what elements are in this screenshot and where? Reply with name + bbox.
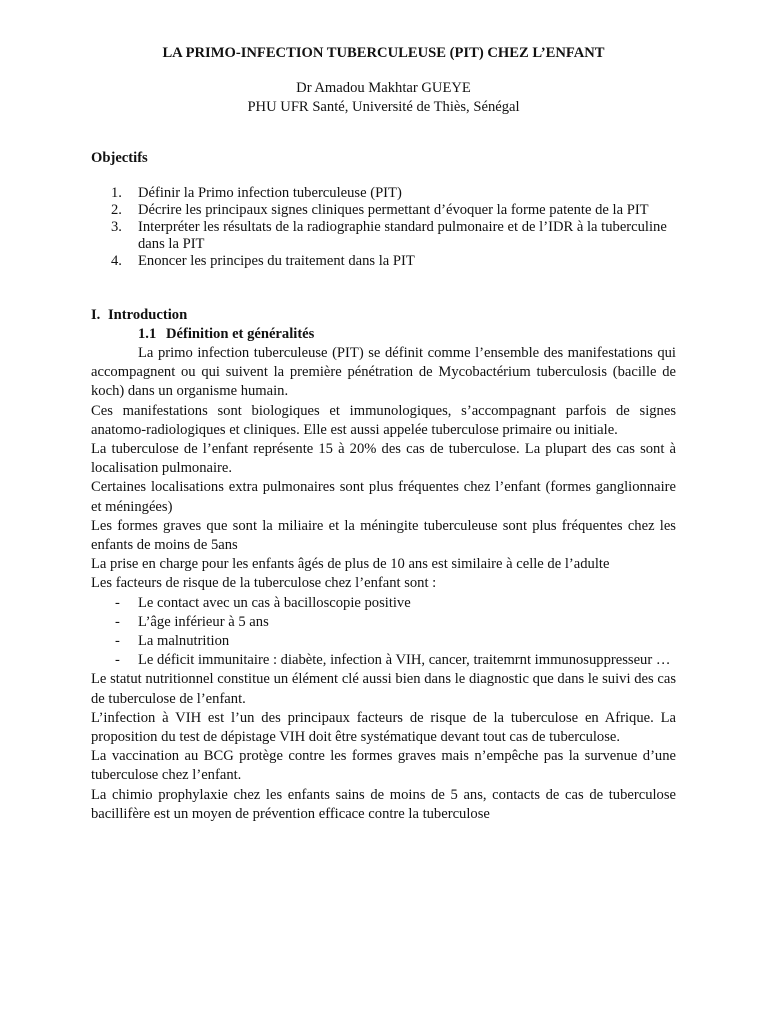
- paragraph: Le statut nutritionnel constitue un élément clé aussi bien dans le diagnostic que dans le suivi des cas de tuberculose de l’enfant.: [91, 671, 676, 707]
- document-title: LA PRIMO-INFECTION TUBERCULEUSE (PIT) CHEZ L’ENFANT: [162, 45, 605, 61]
- list-text: La malnutrition: [138, 633, 230, 650]
- list-dash: -: [115, 613, 120, 630]
- list-number: 3.: [111, 219, 122, 235]
- list-dash: -: [115, 633, 120, 650]
- objectives-heading: Objectifs: [91, 150, 148, 166]
- list-text: Le déficit immunitaire : diabète, infection à VIH, cancer, traitemrnt immunosuppresseur …: [138, 652, 671, 669]
- paragraph: Ces manifestations sont biologiques et immunologiques, s’accompagnant parfois de signes anatomo-radiologiques et cliniques. Elle est aussi appelée tuberculose primaire ou initiale.: [91, 402, 676, 438]
- list-number: 1.: [111, 185, 122, 201]
- list-item: [91, 185, 676, 202]
- paragraph: La chimio prophylaxie chez les enfants sains de moins de 5 ans, contacts de cas de tuberculose bacillifère est un moyen de prévention efficace contre la tuberculose: [91, 786, 676, 822]
- section-number: I.: [91, 307, 101, 323]
- subsection-heading-definition: [138, 325, 676, 344]
- author-name: Dr Amadou Makhtar GUEYE: [296, 80, 471, 96]
- objectives-list: [91, 185, 676, 270]
- section-title: Introduction: [108, 307, 188, 323]
- author-affiliation: PHU UFR Santé, Université de Thiès, Sénégal: [247, 99, 520, 115]
- list-text: Le contact avec un cas à bacilloscopie positive: [138, 594, 411, 611]
- list-item: [91, 253, 676, 270]
- subsection-number: 1.1: [138, 326, 157, 342]
- list-number: 4.: [111, 253, 122, 269]
- list-text: Décrire les principaux signes cliniques permettant d’évoquer la forme patente de la PIT: [138, 202, 649, 218]
- author-block: [91, 79, 676, 117]
- list-text: Interpréter les résultats de la radiographie standard pulmonaire et de l’IDR à la tuberculine dans la PIT: [138, 219, 667, 252]
- list-text: Définir la Primo infection tuberculeuse (PIT): [138, 185, 402, 201]
- list-number: 2.: [111, 202, 122, 218]
- list-item: [91, 202, 676, 219]
- paragraph: La primo infection tuberculeuse (PIT) se définit comme l’ensemble des manifestations qui accompagnent ou qui suivent la première pénétration de Mycobactérium tuberculosis (bacille de koch) dans un organisme humain.: [91, 345, 676, 400]
- list-dash: -: [115, 652, 120, 669]
- list-item: [91, 613, 676, 632]
- paragraph: La prise en charge pour les enfants âgés de plus de 10 ans est similaire à celle de l’adulte: [91, 556, 610, 573]
- paragraph: Les formes graves que sont la miliaire et la méningite tuberculeuse sont plus fréquentes chez les enfants de moins de 5ans: [91, 517, 676, 554]
- paragraph: La vaccination au BCG protège contre les formes graves mais n’empêche pas la survenue d’une tuberculose chez l’enfant.: [91, 748, 676, 784]
- list-text: Enoncer les principes du traitement dans la PIT: [138, 253, 415, 269]
- paragraph: Certaines localisations extra pulmonaires sont plus fréquentes chez l’enfant (formes ganglionnaire et méningées): [91, 479, 676, 515]
- paragraph: Les facteurs de risque de la tuberculose chez l’enfant sont :: [91, 575, 437, 592]
- section-heading-introduction: [91, 306, 676, 325]
- list-item: [91, 651, 676, 670]
- paragraph: L’infection à VIH est l’un des principaux facteurs de risque de la tuberculose en Afrique. La proposition du test de dépistage VIH doit être systématique devant tout cas de tuberculose.: [91, 709, 676, 746]
- list-item: [91, 632, 676, 651]
- risk-factors-list: [91, 594, 676, 671]
- subsection-title: Définition et généralités: [166, 326, 315, 342]
- document-page: [91, 44, 676, 824]
- list-dash: -: [115, 594, 120, 611]
- paragraph: La tuberculose de l’enfant représente 15 à 20% des cas de tuberculose. La plupart des cas sont à localisation pulmonaire.: [91, 441, 676, 477]
- list-text: L’âge inférieur à 5 ans: [138, 613, 269, 630]
- list-item: [91, 594, 676, 613]
- list-item: [91, 219, 676, 253]
